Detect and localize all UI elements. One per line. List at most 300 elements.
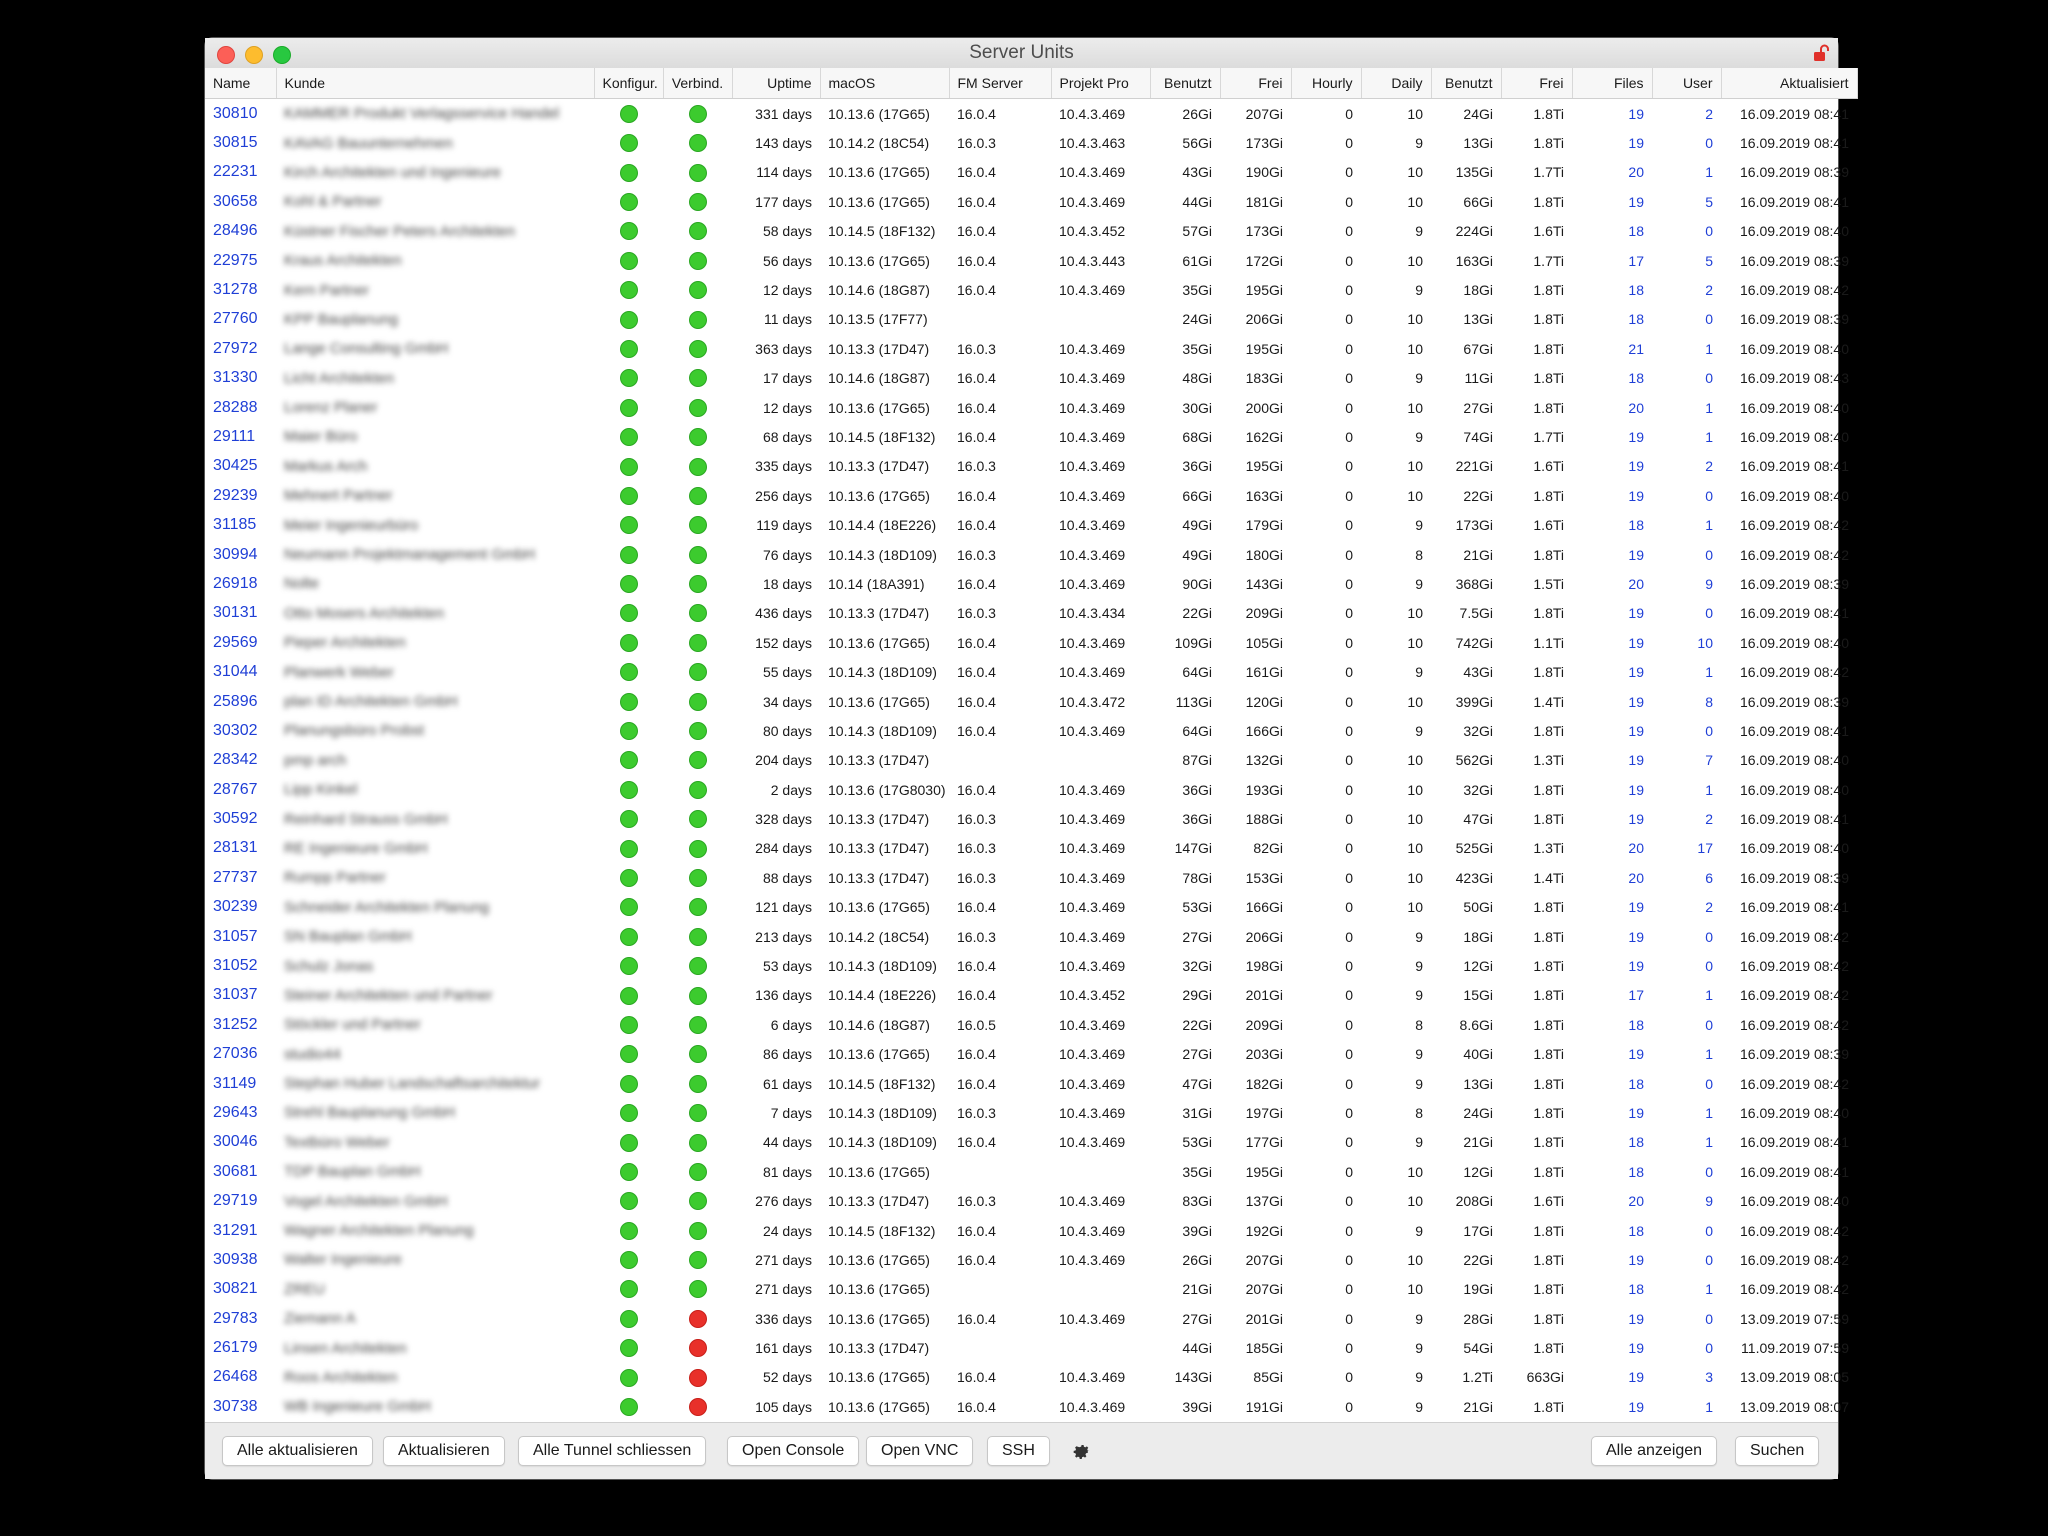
cell-files[interactable]: 18 xyxy=(1628,1016,1644,1033)
cell-fm-server: 16.0.5 xyxy=(957,1016,996,1033)
col-header-uptime[interactable]: Uptime xyxy=(732,68,820,99)
cell-name[interactable]: 31037 xyxy=(213,986,258,1004)
col-header-konfigur[interactable]: Konfigur. xyxy=(594,68,663,99)
cell-user[interactable]: 0 xyxy=(1705,1222,1713,1239)
table-row[interactable] xyxy=(205,305,1857,334)
cell-fm-server xyxy=(949,305,1051,334)
cell-files[interactable]: 19 xyxy=(1628,105,1644,122)
cell-hourly: 0 xyxy=(1345,193,1353,210)
table-row[interactable] xyxy=(205,540,1857,569)
cell-user[interactable]: 0 xyxy=(1705,1310,1713,1327)
cell-name[interactable]: 31149 xyxy=(213,1074,257,1092)
cell-fm-server: 16.0.3 xyxy=(957,811,996,828)
cell-name[interactable]: 30302 xyxy=(213,721,258,739)
table-row[interactable] xyxy=(205,1186,1857,1215)
cell-user[interactable]: 2 xyxy=(1705,282,1713,299)
cell-name[interactable]: 31252 xyxy=(213,1015,258,1033)
table-row[interactable] xyxy=(205,99,1857,129)
cell-konfigur xyxy=(594,1040,663,1069)
cell-hourly: 0 xyxy=(1345,958,1353,975)
cell-user[interactable]: 9 xyxy=(1705,575,1713,592)
cell-name[interactable]: 30046 xyxy=(213,1133,258,1151)
cell-uptime: 12 days xyxy=(762,282,812,299)
cell-files[interactable]: 20 xyxy=(1628,1193,1644,1210)
table-row[interactable] xyxy=(205,1128,1857,1157)
cell-files[interactable]: 19 xyxy=(1628,693,1644,710)
status-dot-icon xyxy=(689,369,707,387)
cell-name[interactable]: 27737 xyxy=(213,868,258,886)
table-row[interactable] xyxy=(205,1157,1857,1186)
col-header-user[interactable]: User xyxy=(1652,68,1721,99)
table-row[interactable] xyxy=(205,1275,1857,1304)
cell-user[interactable]: 1 xyxy=(1705,517,1713,534)
cell-files[interactable]: 18 xyxy=(1628,282,1644,299)
cell-fm-server: 16.0.4 xyxy=(957,517,996,534)
table-row[interactable] xyxy=(205,951,1857,980)
cell-name[interactable]: 26179 xyxy=(213,1339,258,1357)
cell-files[interactable]: 21 xyxy=(1628,340,1644,357)
cell-konfigur xyxy=(594,1304,663,1333)
col-header-name[interactable]: Name xyxy=(205,68,276,99)
table-row[interactable] xyxy=(205,981,1857,1010)
cell-user[interactable]: 1 xyxy=(1705,1398,1713,1415)
cell-name[interactable]: 27760 xyxy=(213,310,258,328)
cell-hourly: 0 xyxy=(1345,811,1353,828)
gear-icon[interactable] xyxy=(1070,1439,1092,1461)
cell-name[interactable]: 26468 xyxy=(213,1368,258,1386)
cell-user[interactable]: 0 xyxy=(1705,135,1713,152)
cell-frei-2: 1.8Ti xyxy=(1533,1251,1564,1268)
cell-hourly: 0 xyxy=(1345,135,1353,152)
cell-user[interactable]: 0 xyxy=(1705,1016,1713,1033)
cell-files[interactable]: 18 xyxy=(1628,1075,1644,1092)
cell-user[interactable]: 6 xyxy=(1705,869,1713,886)
cell-name[interactable]: 27036 xyxy=(213,1045,258,1063)
cell-name[interactable]: 30239 xyxy=(213,898,258,916)
cell-user[interactable]: 0 xyxy=(1705,487,1713,504)
cell-macos: 10.13.6 (17G65) xyxy=(828,164,930,181)
cell-daily: 9 xyxy=(1415,722,1423,739)
cell-files[interactable]: 19 xyxy=(1628,1251,1644,1268)
cell-kunde: Stephan Huber Landschaftsarchitektur xyxy=(284,1075,540,1093)
cell-files[interactable]: 18 xyxy=(1628,517,1644,534)
table-row[interactable] xyxy=(205,893,1857,922)
table-row[interactable] xyxy=(205,158,1857,187)
cell-aktualisiert: 13.09.2019 07:59 xyxy=(1740,1310,1849,1327)
cell-kunde: Nolte xyxy=(284,575,320,593)
cell-aktualisiert: 16.09.2019 08:40 xyxy=(1740,223,1849,240)
cell-user[interactable]: 1 xyxy=(1705,987,1713,1004)
col-header-benutzt-2[interactable]: Benutzt xyxy=(1431,68,1501,99)
table-row[interactable] xyxy=(205,452,1857,481)
cell-uptime: 328 days xyxy=(755,811,812,828)
cell-daily: 9 xyxy=(1415,1075,1423,1092)
lock-icon[interactable] xyxy=(1812,44,1830,62)
cell-projekt-pro: 10.4.3.469 xyxy=(1059,869,1126,886)
cell-frei: 85Gi xyxy=(1253,1369,1283,1386)
col-header-hourly[interactable]: Hourly xyxy=(1291,68,1361,99)
cell-uptime: 271 days xyxy=(755,1281,812,1298)
cell-hourly: 0 xyxy=(1345,1251,1353,1268)
cell-user[interactable]: 1 xyxy=(1705,1046,1713,1063)
cell-uptime: 58 days xyxy=(762,223,812,240)
cell-files[interactable]: 19 xyxy=(1628,899,1644,916)
cell-files[interactable]: 19 xyxy=(1628,487,1644,504)
col-header-projekt-pro[interactable]: Projekt Pro xyxy=(1051,68,1150,99)
cell-files[interactable]: 19 xyxy=(1628,1369,1644,1386)
cell-files[interactable]: 18 xyxy=(1628,1134,1644,1151)
cell-hourly: 0 xyxy=(1345,1281,1353,1298)
cell-benutzt-2: 1.2Ti xyxy=(1462,1369,1493,1386)
cell-files[interactable]: 19 xyxy=(1628,722,1644,739)
cell-name[interactable]: 31278 xyxy=(213,281,258,299)
cell-name[interactable]: 30131 xyxy=(213,604,258,622)
cell-benutzt: 66Gi xyxy=(1182,487,1212,504)
col-header-daily[interactable]: Daily xyxy=(1361,68,1431,99)
cell-user[interactable]: 2 xyxy=(1705,458,1713,475)
status-dot-icon xyxy=(689,105,707,123)
cell-files[interactable]: 19 xyxy=(1628,664,1644,681)
search-button[interactable]: Suchen xyxy=(1735,1436,1819,1466)
table-row[interactable] xyxy=(205,393,1857,422)
cell-user[interactable]: 0 xyxy=(1705,722,1713,739)
cell-name[interactable]: 28288 xyxy=(213,398,258,416)
cell-macos: 10.13.6 (17G65) xyxy=(828,252,930,269)
cell-frei-2: 1.3Ti xyxy=(1533,752,1564,769)
cell-user[interactable]: 0 xyxy=(1705,1163,1713,1180)
cell-user[interactable]: 0 xyxy=(1705,1075,1713,1092)
table-row[interactable] xyxy=(205,246,1857,275)
col-header-frei[interactable]: Frei xyxy=(1220,68,1291,99)
cell-kunde: Reinhard Strauss GmbH xyxy=(284,810,448,828)
cell-kunde: Lorenz Planer xyxy=(284,399,378,417)
cell-user[interactable]: 5 xyxy=(1705,252,1713,269)
cell-files[interactable]: 19 xyxy=(1628,135,1644,152)
cell-user[interactable]: 5 xyxy=(1705,193,1713,210)
cell-hourly: 0 xyxy=(1345,605,1353,622)
cell-files[interactable]: 19 xyxy=(1628,428,1644,445)
cell-name[interactable]: 29569 xyxy=(213,633,258,651)
cell-user[interactable]: 9 xyxy=(1705,1193,1713,1210)
cell-files[interactable]: 18 xyxy=(1628,1222,1644,1239)
table-row[interactable] xyxy=(205,804,1857,833)
table-row[interactable] xyxy=(205,1010,1857,1039)
status-dot-icon xyxy=(689,1369,707,1387)
cell-daily: 9 xyxy=(1415,1398,1423,1415)
cell-uptime: 53 days xyxy=(762,958,812,975)
cell-files[interactable]: 17 xyxy=(1628,987,1644,1004)
cell-name[interactable]: 30821 xyxy=(213,1280,258,1298)
cell-name[interactable]: 31185 xyxy=(213,516,257,534)
cell-user[interactable]: 0 xyxy=(1705,311,1713,328)
cell-files[interactable]: 19 xyxy=(1628,1340,1644,1357)
cell-files[interactable]: 19 xyxy=(1628,752,1644,769)
cell-files[interactable]: 19 xyxy=(1628,781,1644,798)
cell-files[interactable]: 19 xyxy=(1628,958,1644,975)
cell-verbind xyxy=(663,246,732,275)
cell-name[interactable]: 25896 xyxy=(213,692,258,710)
cell-aktualisiert: 16.09.2019 08:42 xyxy=(1740,1075,1849,1092)
cell-files[interactable]: 19 xyxy=(1628,1104,1644,1121)
cell-user[interactable]: 3 xyxy=(1705,1369,1713,1386)
cell-name[interactable]: 31052 xyxy=(213,957,258,975)
cell-user[interactable]: 1 xyxy=(1705,428,1713,445)
cell-projekt-pro: 10.4.3.469 xyxy=(1059,722,1126,739)
table-row[interactable] xyxy=(205,364,1857,393)
status-dot-icon xyxy=(689,810,707,828)
cell-files[interactable]: 18 xyxy=(1628,1163,1644,1180)
cell-name[interactable]: 30994 xyxy=(213,545,258,563)
cell-aktualisiert: 16.09.2019 08:39 xyxy=(1740,575,1849,592)
cell-files[interactable]: 18 xyxy=(1628,370,1644,387)
cell-name[interactable]: 28342 xyxy=(213,751,258,769)
cell-name[interactable]: 30938 xyxy=(213,1250,258,1268)
status-dot-icon xyxy=(620,369,638,387)
cell-user[interactable]: 2 xyxy=(1705,105,1713,122)
cell-name[interactable]: 30681 xyxy=(213,1162,258,1180)
table-row[interactable] xyxy=(205,922,1857,951)
cell-uptime: 7 days xyxy=(770,1104,812,1121)
cell-name[interactable]: 28496 xyxy=(213,222,258,240)
open-vnc-button[interactable]: Open VNC xyxy=(866,1436,973,1466)
col-header-benutzt[interactable]: Benutzt xyxy=(1150,68,1220,99)
cell-user[interactable]: 1 xyxy=(1705,781,1713,798)
cell-frei: 190Gi xyxy=(1245,164,1283,181)
status-dot-icon xyxy=(689,1192,707,1210)
cell-macos: 10.14.5 (18F132) xyxy=(828,223,936,240)
cell-name[interactable]: 29643 xyxy=(213,1103,258,1121)
cell-fm-server: 16.0.4 xyxy=(957,164,996,181)
cell-macos: 10.14.3 (18D109) xyxy=(828,546,937,563)
cell-files[interactable]: 19 xyxy=(1628,634,1644,651)
table-row[interactable] xyxy=(205,275,1857,304)
cell-files[interactable]: 20 xyxy=(1628,840,1644,857)
cell-projekt-pro: 10.4.3.469 xyxy=(1059,458,1126,475)
cell-kunde: Vogel Architekten GmbH xyxy=(284,1192,448,1210)
cell-files[interactable]: 20 xyxy=(1628,164,1644,181)
cell-fm-server: 16.0.4 xyxy=(957,1222,996,1239)
cell-user[interactable]: 0 xyxy=(1705,958,1713,975)
cell-kunde: pmp arch xyxy=(284,751,347,769)
table-row[interactable] xyxy=(205,1333,1857,1362)
cell-files[interactable]: 19 xyxy=(1628,193,1644,210)
table-row[interactable] xyxy=(205,217,1857,246)
cell-hourly: 0 xyxy=(1345,399,1353,416)
cell-name[interactable]: 26918 xyxy=(213,574,258,592)
cell-name[interactable]: 30815 xyxy=(213,134,258,152)
table-row[interactable] xyxy=(205,657,1857,686)
cell-files[interactable]: 19 xyxy=(1628,1310,1644,1327)
cell-name[interactable]: 30810 xyxy=(213,104,258,122)
cell-hourly: 0 xyxy=(1345,781,1353,798)
cell-name[interactable]: 30592 xyxy=(213,810,258,828)
cell-name[interactable]: 28767 xyxy=(213,780,258,798)
cell-files[interactable]: 20 xyxy=(1628,399,1644,416)
cell-user[interactable]: 0 xyxy=(1705,605,1713,622)
table-row[interactable] xyxy=(205,1069,1857,1098)
cell-user[interactable]: 2 xyxy=(1705,899,1713,916)
table-row[interactable] xyxy=(205,1392,1857,1421)
table-row[interactable] xyxy=(205,1098,1857,1127)
cell-uptime: 61 days xyxy=(762,1075,812,1092)
cell-user[interactable]: 8 xyxy=(1705,693,1713,710)
update-button[interactable]: Aktualisieren xyxy=(383,1436,505,1466)
table-row[interactable] xyxy=(205,481,1857,510)
status-dot-icon xyxy=(620,869,638,887)
cell-name[interactable]: 31044 xyxy=(213,663,258,681)
table-row[interactable] xyxy=(205,1216,1857,1245)
cell-verbind xyxy=(663,863,732,892)
cell-uptime: 52 days xyxy=(762,1369,812,1386)
cell-aktualisiert: 16.09.2019 08:40 xyxy=(1740,781,1849,798)
cell-user[interactable]: 1 xyxy=(1705,1281,1713,1298)
table-row[interactable] xyxy=(205,1304,1857,1333)
cell-user[interactable]: 7 xyxy=(1705,752,1713,769)
cell-name[interactable]: 29783 xyxy=(213,1309,258,1327)
cell-projekt-pro: 10.4.3.472 xyxy=(1059,693,1126,710)
cell-user[interactable]: 0 xyxy=(1705,223,1713,240)
cell-files[interactable]: 18 xyxy=(1628,311,1644,328)
cell-name[interactable]: 29239 xyxy=(213,486,258,504)
cell-name[interactable]: 29719 xyxy=(213,1192,258,1210)
col-header-files[interactable]: Files xyxy=(1572,68,1652,99)
table-row[interactable] xyxy=(205,628,1857,657)
cell-daily: 10 xyxy=(1407,458,1423,475)
table-row[interactable] xyxy=(205,128,1857,157)
cell-benutzt-2: 19Gi xyxy=(1463,1281,1493,1298)
col-header-fm-server[interactable]: FM Server xyxy=(949,68,1051,99)
cell-files[interactable]: 18 xyxy=(1628,223,1644,240)
table-row[interactable] xyxy=(205,746,1857,775)
cell-user[interactable]: 1 xyxy=(1705,664,1713,681)
cell-files[interactable]: 20 xyxy=(1628,869,1644,886)
cell-user[interactable]: 2 xyxy=(1705,811,1713,828)
cell-name[interactable]: 30738 xyxy=(213,1397,258,1415)
cell-aktualisiert: 16.09.2019 08:43 xyxy=(1740,370,1849,387)
cell-name[interactable]: 30425 xyxy=(213,457,258,475)
cell-aktualisiert: 13.09.2019 08:07 xyxy=(1740,1398,1849,1415)
col-header-verbind[interactable]: Verbind. xyxy=(663,68,732,99)
cell-konfigur xyxy=(594,1275,663,1304)
status-dot-icon xyxy=(620,1339,638,1357)
cell-user[interactable]: 17 xyxy=(1697,840,1713,857)
table-row[interactable] xyxy=(205,1363,1857,1392)
cell-user[interactable]: 0 xyxy=(1705,546,1713,563)
cell-files[interactable]: 17 xyxy=(1628,252,1644,269)
cell-frei: 82Gi xyxy=(1253,840,1283,857)
cell-files[interactable]: 19 xyxy=(1628,1046,1644,1063)
cell-daily: 9 xyxy=(1415,1046,1423,1063)
cell-files[interactable]: 18 xyxy=(1628,1281,1644,1298)
col-header-kunde[interactable]: Kunde xyxy=(276,68,594,99)
cell-benutzt: 44Gi xyxy=(1182,1340,1212,1357)
cell-benutzt: 31Gi xyxy=(1182,1104,1212,1121)
table-row[interactable] xyxy=(205,334,1857,363)
server-table-container[interactable] xyxy=(205,68,1849,1453)
table-row[interactable] xyxy=(205,687,1857,716)
table-row[interactable] xyxy=(205,1245,1857,1274)
cell-name[interactable]: 29111 xyxy=(213,427,256,445)
cell-files[interactable]: 19 xyxy=(1628,605,1644,622)
cell-user[interactable]: 10 xyxy=(1697,634,1713,651)
cell-hourly: 0 xyxy=(1345,1075,1353,1092)
update-all-button[interactable]: Alle aktualisieren xyxy=(222,1436,373,1466)
cell-benutzt: 64Gi xyxy=(1182,664,1212,681)
open-console-button[interactable]: Open Console xyxy=(727,1436,859,1466)
status-dot-icon xyxy=(620,1398,638,1416)
close-all-tunnels-button[interactable]: Alle Tunnel schliessen xyxy=(518,1436,706,1466)
cell-projekt-pro: 10.4.3.469 xyxy=(1059,1193,1126,1210)
cell-fm-server: 16.0.3 xyxy=(957,840,996,857)
cell-konfigur xyxy=(594,687,663,716)
table-row[interactable] xyxy=(205,1040,1857,1069)
cell-name[interactable]: 27972 xyxy=(213,339,258,357)
cell-user[interactable]: 0 xyxy=(1705,370,1713,387)
cell-user[interactable]: 1 xyxy=(1705,340,1713,357)
show-all-button[interactable]: Alle anzeigen xyxy=(1591,1436,1717,1466)
cell-user[interactable]: 1 xyxy=(1705,1104,1713,1121)
cell-user[interactable]: 1 xyxy=(1705,164,1713,181)
cell-hourly: 0 xyxy=(1345,311,1353,328)
col-header-aktualisiert[interactable]: Aktualisiert xyxy=(1721,68,1857,99)
cell-name[interactable]: 30658 xyxy=(213,192,258,210)
cell-frei-2: 1.6Ti xyxy=(1533,223,1564,240)
table-row[interactable] xyxy=(205,187,1857,216)
cell-name[interactable]: 28131 xyxy=(213,839,258,857)
cell-kunde: Strehl Bauplanung GmbH xyxy=(284,1104,455,1122)
cell-name[interactable]: 22231 xyxy=(213,163,258,181)
status-dot-icon xyxy=(620,252,638,270)
status-dot-icon xyxy=(689,428,707,446)
cell-files[interactable]: 19 xyxy=(1628,928,1644,945)
cell-user[interactable]: 0 xyxy=(1705,1251,1713,1268)
cell-frei: 207Gi xyxy=(1245,1281,1283,1298)
cell-daily: 10 xyxy=(1407,899,1423,916)
table-row[interactable] xyxy=(205,569,1857,598)
cell-name[interactable]: 31330 xyxy=(213,369,258,387)
cell-uptime: 114 days xyxy=(756,164,812,181)
ssh-button[interactable]: SSH xyxy=(987,1436,1050,1466)
cell-files[interactable]: 20 xyxy=(1628,575,1644,592)
col-header-macos[interactable]: macOS xyxy=(820,68,949,99)
cell-kunde: Küstner Fischer Peters Architekten xyxy=(284,222,515,240)
table-row[interactable] xyxy=(205,422,1857,451)
table-row[interactable] xyxy=(205,510,1857,539)
cell-user[interactable]: 0 xyxy=(1705,928,1713,945)
cell-user[interactable]: 1 xyxy=(1705,399,1713,416)
cell-files[interactable]: 19 xyxy=(1628,458,1644,475)
cell-user[interactable]: 1 xyxy=(1705,1134,1713,1151)
cell-user[interactable]: 0 xyxy=(1705,1340,1713,1357)
cell-aktualisiert: 16.09.2019 08:41 xyxy=(1740,722,1849,739)
cell-name[interactable]: 31291 xyxy=(213,1221,258,1239)
cell-aktualisiert: 16.09.2019 08:42 xyxy=(1740,546,1849,563)
cell-name[interactable]: 31057 xyxy=(213,927,258,945)
table-row[interactable] xyxy=(205,863,1857,892)
cell-files[interactable]: 19 xyxy=(1628,1398,1644,1415)
cell-files[interactable]: 19 xyxy=(1628,811,1644,828)
cell-verbind xyxy=(663,1304,732,1333)
cell-name[interactable]: 22975 xyxy=(213,251,258,269)
col-header-frei-2[interactable]: Frei xyxy=(1501,68,1572,99)
table-row[interactable] xyxy=(205,599,1857,628)
table-row[interactable] xyxy=(205,834,1857,863)
table-row[interactable] xyxy=(205,716,1857,745)
cell-frei-2: 1.8Ti xyxy=(1533,722,1564,739)
table-row[interactable] xyxy=(205,775,1857,804)
cell-files[interactable]: 19 xyxy=(1628,546,1644,563)
status-dot-icon xyxy=(689,487,707,505)
